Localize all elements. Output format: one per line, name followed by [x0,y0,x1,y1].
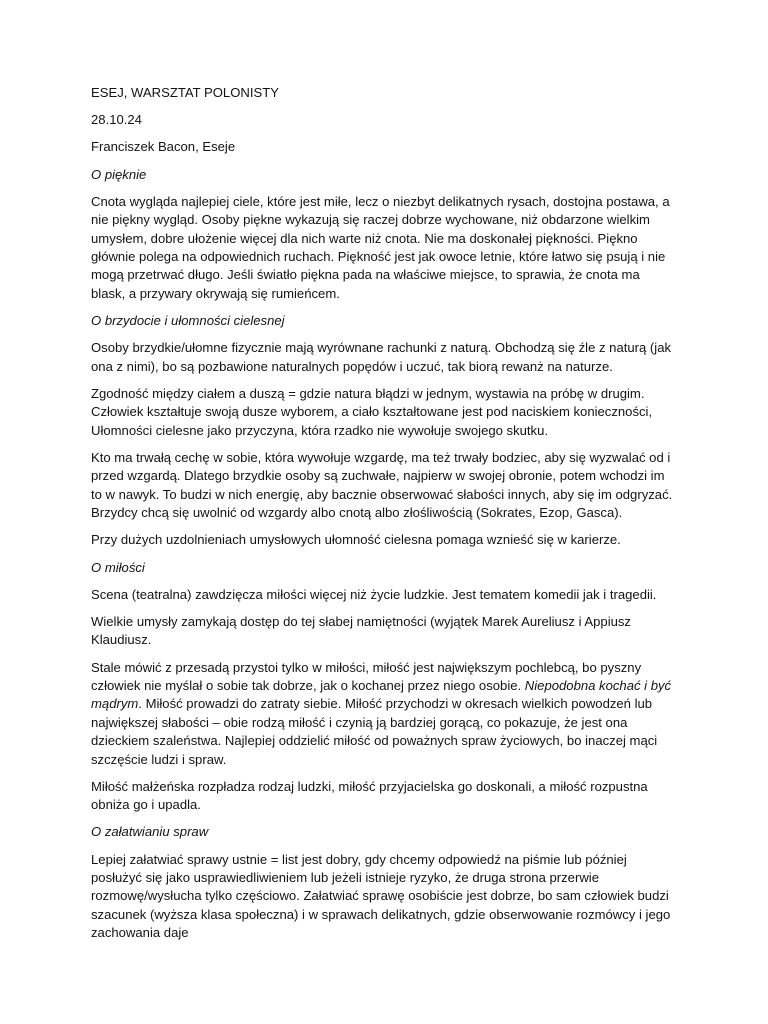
document-body [91,84,677,951]
paragraph: Scena (teatralna) zawdzięcza miłości więcej niż życie ludzkie. Jest tematem komedii jak i tragedii. [91,586,657,602]
paragraph-text: . Miłość prowadzi do zatraty siebie. Miłość przychodzi w okresach wielkich powodzeń lub największej słabości – obie rodzą miłość i czynią ją bardziej gorącą, co pokazuje, że jest ona dzieckiem szaleństwa. Najlepiej oddzielić miłość od poważnych spraw życiowych, bo inaczej mąci szczęście ludzi i spraw. [91,696,658,767]
paragraph: Wielkie umysły zamykają dostęp do tej słabej namiętności (wyjątek Marek Aureliusz i Appiusz Klaudiusz. [91,613,631,648]
document-header-title: ESEJ, WARSZTAT POLONISTY [91,85,279,100]
paragraph: Lepiej załatwiać sprawy ustnie = list jest dobry, gdy chcemy odpowiedź na piśmie lub później posłużyć się jako usprawiedliwieniem lub jeżeli istnieje ryzyko, że druga strona przerwie rozmowę/wysłucha tylko częściowo. Załatwiać sprawę osobiście jest dobrze, bo sam człowiek budzi szacunek (wyższa klasa społeczna) i w sprawach delikatnych, gdzie obserwowanie rozmówcy i jego zachowania daje [91,851,671,941]
paragraph-text: Stale mówić z przesadą przystoi tylko w miłości, miłość jest największym pochlebcą, bo pyszny człowiek nie myślał o sobie tak dobrze, jak o kochanej przez niego osobie. [91,659,642,693]
paragraph: Miłość małżeńska rozpładza rodzaj ludzki, miłość przyjacielska go doskonali, a miłość rozpustna obniża go i upadla. [91,778,648,813]
paragraph: Osoby brzydkie/ułomne fizycznie mają wyrównane rachunki z naturą. Obchodzą się źle z naturą (jak ona z nimi), bo są pozbawione naturalnych popędów i uczuć, tak biorą rewanż na naturze. [91,340,672,374]
section-heading-affairs: O załatwianiu spraw [91,824,209,840]
document-source: Franciszek Bacon, Eseje [91,139,236,155]
paragraph: Przy dużych uzdolnieniach umysłowych ułomność cielesna pomaga wznieść się w karierze. [91,532,621,548]
paragraph-mixed [91,659,677,769]
paragraph: Zgodność między ciałem a duszą = gdzie natura błądzi w jednym, wystawia na próbę w drugim. Człowiek kształtuje swoją dusze wyborem, a ciało kształtowane jest pod naciskiem konieczności, Ułomności cielesne jako przyczyna, która rzadko nie wywołuje swojego skutku. [91,385,653,438]
section-heading-beauty: O pięknie [91,166,147,182]
italic-quote: Niepodobna kochać i być mądrym [91,677,672,712]
document-date: 28.10.24 [91,112,142,128]
section-heading-ugliness: O brzydocie i ułomności cielesnej [91,313,285,329]
section-heading-love: O miłości [91,559,145,575]
paragraph: Cnota wygląda najlepiej ciele, które jest miłe, lecz o niezbyt delikatnych rysach, dostojna postawa, a nie piękny wygląd. Osoby piękne wykazują się raczej dobrze wychowane, niż obdarzone wielkim umysłem, dobre ułożenie więcej dla nich warte niż cnota. Nie ma doskonałej piękności. Piękno głównie polega na odpowiednich ruchach. Piękność jest jak owoce letnie, które łatwo się psują i nie mogą przetrwać długo. Jeśli światło piękna pada na właściwe miejsce, to sprawia, że cnota ma blask, a przywary okrywają się rumieńcem. [91,193,670,301]
paragraph: Kto ma trwałą cechę w sobie, która wywołuje wzgardę, ma też trwały bodziec, aby się wyzwalać od i przed wzgardą. Dlatego brzydkie osoby są zuchwałe, najpierw w swojej obronie, potem wchodzi im to w nawyk. To budzi w nich energię, aby bacznie obserwować słabości innych, aby się im odgryzać. Brzydcy chcą się uwolnić od wzgardy albo cnotą albo złośliwością (Sokrates, Ezop, Gasca). [91,449,673,521]
